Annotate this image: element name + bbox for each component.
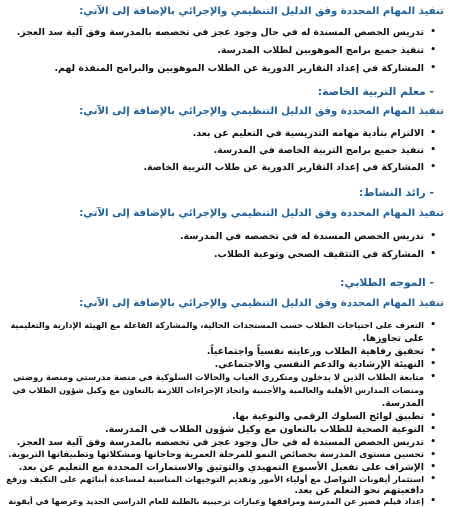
list-item: • تنفيذ جميع برامج الموهوبين لطلاب المدرسة. (217, 45, 436, 56)
bullet-icon: • (430, 249, 436, 259)
list-item-continuation: على تجاوزها. (362, 333, 424, 344)
section-heading: - معلم التربية الخاصة: (317, 85, 434, 98)
list-item: • متابعة الطلاب الذين لا يدخلون ومتكرري الغياب والحالات السلوكية في منصة مدرستي ومنصة روضتي (13, 372, 436, 382)
list-item: • تدريس الحصص المسندة له في تخصصه في المدرسة. (180, 231, 436, 242)
list-item-continuation: ومنصات المدارس الأهلية والعالمية والأجنبية واتخاذ الإجراءات اللازمة بالتعاون مع وكيل شؤون الطلاب في (12, 386, 424, 395)
bullet-icon: • (430, 162, 436, 172)
list-item: • تنفيذ جميع برامج التربية الخاصة في المدرسة. (213, 145, 436, 156)
bullet-icon: • (430, 437, 436, 447)
list-item: • المشاركة في إعداد التقارير الدورية عن طلاب التربية الخاصة. (143, 162, 436, 173)
list-item: • إعداد فيلم قصير عن المدرسة ومرافقها وعبارات ترحيبية بالطلبة للعام الدراسي الجديد وعرضها في أيقونة (8, 496, 436, 506)
list-item: • التوعية الصحية للطلاب بالتعاون مع وكيل شؤون الطلاب في المدرسة. (105, 424, 436, 435)
bullet-icon: • (430, 372, 436, 382)
section-lead: تنفيذ المهام المحددة وفق الدليل التنظيمي والإجرائي بالإضافة إلى الآتي: (79, 6, 444, 17)
section-lead: تنفيذ المهام المحددة وفق الدليل التنظيمي والإجرائي بالإضافة إلى الآتي: (79, 298, 444, 309)
list-item: • التهيئة الإرشادية والدعم النفسي والاجتماعي. (214, 359, 436, 370)
bullet-icon: • (430, 145, 436, 155)
list-item: • المشاركة في إعداد التقارير الدورية عن الطلاب الموهوبين والبرامج المنفذة لهم. (54, 63, 436, 74)
list-item: • تدريس الحصص المسندة له في حال وجود عجز في تخصصه بالمدرسة وفق آلية سد العجز. (16, 437, 436, 448)
list-item: • تحسين مستوى المدرسة بخصائص النمو للمرحلة العمرية وحاجاتها ومشكلاتها وتطبيقاتها التربوية. (8, 450, 436, 460)
bullet-icon: • (430, 320, 436, 330)
list-item: • الالتزام بتأدية مهامه التدريسية في التعليم عن بعد. (192, 128, 436, 139)
bullet-icon: • (430, 359, 436, 369)
bullet-icon: • (430, 128, 436, 138)
list-item-continuation: المدرسة. (381, 398, 424, 409)
list-item: • تحقيق رفاهية الطلاب ورعايته نفسياً واجتماعياً. (206, 346, 436, 357)
list-item-continuation: دافعيتهم نحو التعلم عن بعد. (294, 485, 424, 496)
list-item: • المشاركة في التثقيف الصحي وتوعية الطلاب. (213, 249, 436, 260)
list-item: • التعرف على احتياجات الطلاب حسب المستجدات الحالية، والمشاركة الفاعلة مع الهيئة الإدارية والتعليمية (10, 320, 436, 330)
bullet-icon: • (430, 231, 436, 241)
list-item: • تدريس الحصص المسندة له في حال وجود عجز في تخصصه بالمدرسة وفق آلية سد العجز. (16, 27, 436, 38)
section-lead: تنفيذ المهام المحددة وفق الدليل التنظيمي والإجرائي بالإضافة إلى الآتي: (79, 106, 444, 117)
bullet-icon: • (430, 462, 436, 472)
list-item: • استثمار أيقونات التواصل مع أولياء الأمور وتقديم التوجيهات المناسبة لمساعدة أبنائهم على التكيف ورفع (6, 474, 436, 484)
list-item: • تطبيق لوائح السلوك الرقمي والتوعية بها. (232, 411, 436, 422)
bullet-icon: • (430, 45, 436, 55)
list-item: • الإشراف على تفعيل الأسبوع التمهيدي والتوثيق والاستمارات المحددة مع التعليم عن بعد. (18, 462, 436, 473)
section-lead: تنفيذ المهام المحددة وفق الدليل التنظيمي والإجرائي بالإضافة إلى الآتي: (79, 208, 444, 219)
section-heading: - رائد النشاط: (359, 186, 434, 199)
section-heading: - الموجه الطلابي: (340, 276, 434, 289)
bullet-icon: • (430, 424, 436, 434)
bullet-icon: • (430, 450, 436, 460)
bullet-icon: • (430, 346, 436, 356)
bullet-icon: • (430, 411, 436, 421)
bullet-icon: • (430, 474, 436, 484)
bullet-icon: • (430, 496, 436, 506)
bullet-icon: • (430, 63, 436, 73)
bullet-icon: • (430, 27, 436, 37)
